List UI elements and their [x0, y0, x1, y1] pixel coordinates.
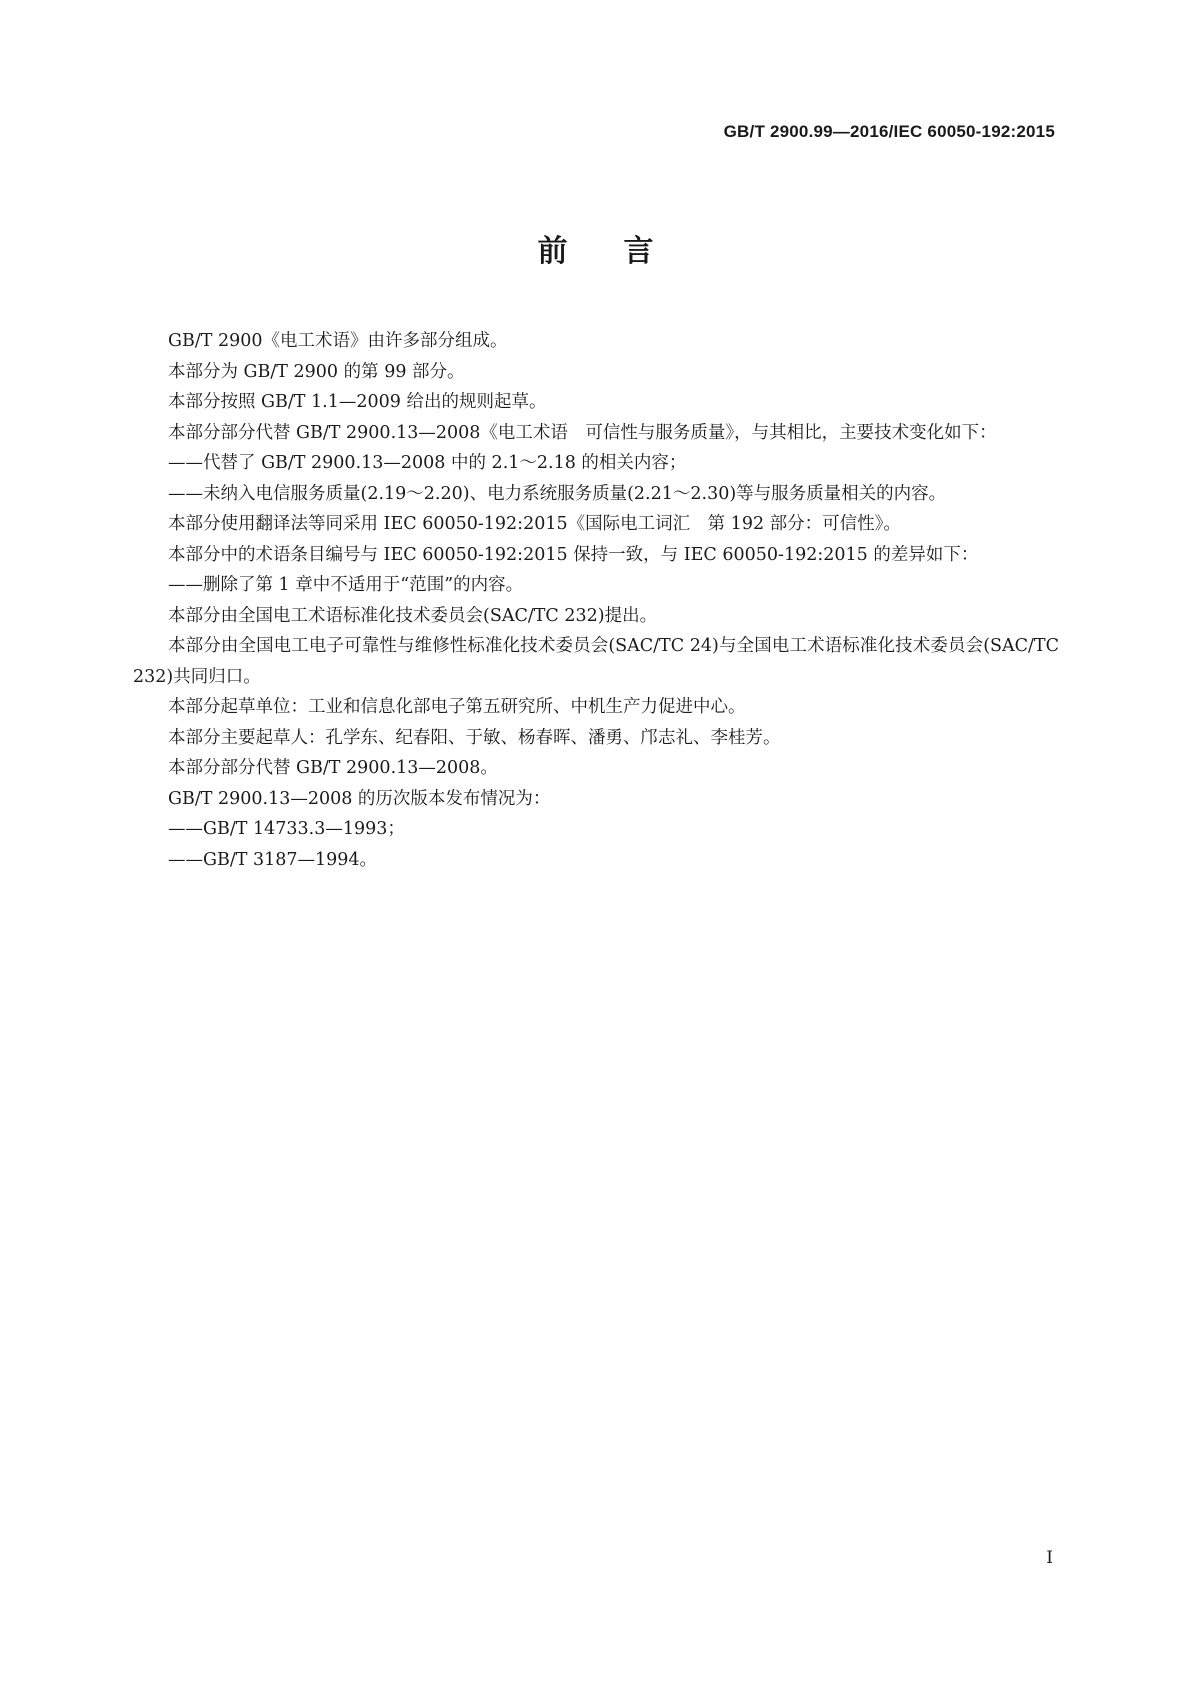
paragraph-replacement: 本部分部分代替 GB/T 2900.13—2008《电工术语 可信性与服务质量》，与其相比，主要技术变化如下：	[168, 422, 997, 443]
paragraph-drafting-organizations: 本部分起草单位：工业和信息化部电子第五研究所、中机生产力促进中心。	[168, 697, 746, 717]
list-item-difference-1: ——删除了第 1 章中不适用于“范围”的内容。	[168, 575, 524, 595]
paragraph-version-history: GB/T 2900.13—2008 的历次版本发布情况为：	[168, 788, 551, 809]
paragraph-part-number: 本部分为 GB/T 2900 的第 99 部分。	[168, 361, 465, 382]
standard-code-header: GB/T 2900.99—2016/IEC 60050-192:2015	[723, 122, 1055, 141]
paragraph-translation-method: 本部分使用翻译法等同采用 IEC 60050-192:2015《国际电工词汇 第 192 部分：可信性》。	[168, 514, 901, 534]
list-item-version-2: ——GB/T 3187—1994。	[168, 849, 378, 870]
paragraph-main-drafters: 本部分主要起草人：孔学东、纪春阳、于敏、杨春晖、潘勇、邝志礼、李桂芳。	[168, 727, 781, 748]
list-item-change-2: ——未纳入电信服务质量(2.19～2.20)、电力系统服务质量(2.21～2.30)等与服务质量相关的内容。	[168, 483, 947, 504]
page-title: 前言	[537, 234, 710, 269]
foreword-body	[133, 326, 1059, 875]
paragraph-managed-by: 本部分由全国电工电子可靠性与维修性标准化技术委员会(SAC/TC 24)与全国电工术语标准化技术委员会(SAC/TC 232)共同归口。	[133, 636, 1059, 687]
list-item-version-1: ——GB/T 14733.3—1993；	[168, 819, 405, 839]
paragraph-partial-replacement: 本部分部分代替 GB/T 2900.13—2008。	[168, 758, 498, 778]
page-number: I	[1046, 1548, 1053, 1568]
list-item-change-1: ——代替了 GB/T 2900.13—2008 中的 2.1～2.18 的相关内容；	[168, 453, 687, 473]
paragraph-drafting-rules: 本部分按照 GB/T 1.1—2009 给出的规则起草。	[168, 392, 547, 412]
paragraph-proposed-by: 本部分由全国电工术语标准化技术委员会(SAC/TC 232)提出。	[168, 605, 658, 626]
paragraph-term-numbering: 本部分中的术语条目编号与 IEC 60050-192:2015 保持一致，与 IEC 60050-192:2015 的差异如下：	[168, 544, 979, 565]
paragraph-series-composition: GB/T 2900《电工术语》由许多部分组成。	[168, 331, 508, 351]
